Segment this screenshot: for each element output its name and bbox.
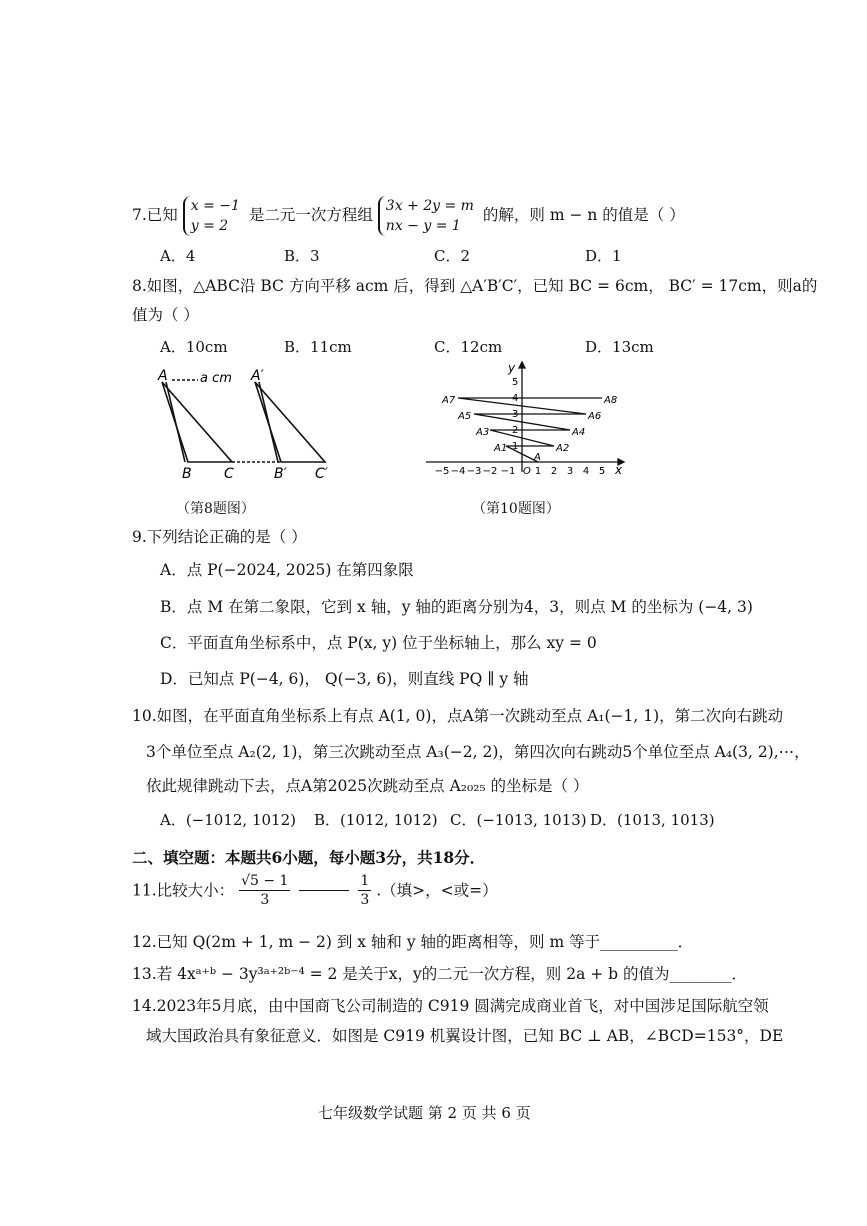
origin-label: O (523, 466, 531, 477)
label-a-prime: A′ (251, 368, 264, 384)
q8-option-d: D．13cm (585, 338, 654, 356)
label-c-prime: C′ (315, 466, 328, 482)
q7-sys1-line2: y = 2 (190, 218, 229, 234)
triangle-a2b2c2 (255, 382, 325, 462)
q10-option-d: D．(1013, 1013) (590, 811, 715, 829)
point-a4: A4 (572, 427, 586, 438)
q7-sys2-line1: 3x + 2y = m (385, 198, 474, 214)
q9-option-b: B．点 M 在第二象限，它到 x 轴，y 轴的距离分别为4，3，则点 M 的坐标为 (−4, 3) (160, 598, 753, 616)
q9-option-c: C．平面直角坐标系中，点 P(x, y) 位于坐标轴上，那么 xy = 0 (160, 634, 597, 652)
y-tick: 5 (512, 377, 519, 388)
q11-blank (299, 890, 349, 891)
question-11 (132, 872, 498, 909)
q9-option-d: D．已知点 P(−4, 6)， Q(−3, 6)，则直线 PQ ∥ y 轴 (160, 670, 529, 688)
q7-option-b: B．3 (284, 247, 320, 265)
page-footer: 七年级数学试题 第 2 页 共 6 页 (318, 1104, 531, 1122)
figure-10 (420, 360, 630, 478)
x-tick: 1 (534, 466, 542, 477)
q9-option-a: A．点 P(−2024, 2025) 在第四象限 (160, 561, 414, 579)
point-a3: A3 (476, 427, 490, 438)
q10-option-c: C．(−1013, 1013) (450, 811, 587, 829)
point-a: A (534, 452, 541, 463)
label-c: C (224, 466, 234, 482)
point-a6: A6 (588, 411, 602, 422)
figure-10-caption: （第10题图） (472, 501, 560, 517)
q14-line2: 域大国政治具有象征意义．如图是 C919 机翼设计图，已知 BC ⊥ AB，∠BCD=153°，DE (146, 1027, 784, 1045)
y-tick: 2 (512, 425, 519, 436)
axis-x-label: x (615, 463, 623, 477)
label-a-cm: a cm (200, 371, 232, 386)
figure-8-caption: （第8题图） (176, 501, 255, 517)
q7-suffix: 的解，则 m − n 的值是（ ） (482, 206, 685, 224)
q11-frac1-den: 3 (260, 892, 270, 908)
point-a1: A1 (494, 443, 508, 454)
x-tick: −1 (500, 466, 516, 477)
point-a7: A7 (442, 395, 456, 406)
q10-line2: 3个单位至点 A₂(2, 1)，第三次跳动至点 A₃(−2, 2)，第四次向右跳动5个单位至点 A₄(3, 2),⋯， (146, 743, 810, 761)
q7-option-c: C．2 (434, 247, 471, 265)
point-a2: A2 (556, 443, 570, 454)
q8-option-a: A．10cm (160, 338, 228, 356)
x-tick: 4 (582, 466, 590, 477)
q8-line1: 8.如图，△ABC沿 BC 方向平移 acm 后，得到 △A′B′C′，已知 BC = 6cm， BC′ = 17cm，则a的 (132, 277, 818, 295)
x-tick: −2 (482, 466, 498, 477)
x-tick: 2 (550, 466, 558, 477)
q11-prefix: 11.比较大小： (132, 881, 235, 900)
q7-equation-system (378, 196, 478, 236)
x-tick: 3 (566, 466, 574, 477)
q10-option-b: B．(1012, 1012) (314, 811, 438, 829)
figure-8 (150, 362, 350, 482)
q11-frac1-num: √5 − 1 (241, 873, 289, 889)
triangle-abc (162, 382, 232, 462)
label-a: A (158, 368, 168, 384)
q7-solution-system (183, 196, 244, 236)
q7-sys1-line1: x = −1 (190, 198, 240, 214)
label-b-prime: B′ (274, 466, 287, 482)
question-13: 13.若 4xᵃ⁺ᵇ − 3y³ᵃ⁺²ᵇ⁻⁴ = 2 是关于x，y的二元一次方程，则 2a + b 的值为________． (132, 965, 748, 983)
point-a5: A5 (458, 411, 472, 422)
q7-mid: 是二元一次方程组 (248, 206, 373, 224)
q8-option-c: C．12cm (434, 338, 503, 356)
q14-line1: 14.2023年5月底，由中国商飞公司制造的 C919 圆满完成商业首飞，对中国涉足国际航空领 (132, 997, 769, 1015)
q8-line2: 值为（ ） (132, 306, 199, 324)
q7-option-a: A．4 (160, 247, 196, 265)
q7-sys2-line2: nx − y = 1 (385, 218, 461, 234)
q11-frac2-num: 1 (360, 873, 370, 889)
x-tick: −4 (450, 466, 466, 477)
y-tick: 4 (512, 393, 519, 404)
section-2-heading: 二、填空题：本题共6小题，每小题3分，共18分． (132, 848, 486, 867)
q11-fraction-1 (239, 872, 290, 909)
q7-prefix: 7.已知 (132, 206, 178, 224)
label-b: B (182, 466, 192, 482)
q11-suffix: .（填>，<或=） (376, 881, 498, 900)
x-tick: −5 (434, 466, 450, 477)
q11-fraction-2 (358, 872, 371, 909)
x-tick: −3 (466, 466, 482, 477)
point-a8: A8 (604, 395, 618, 406)
q11-frac2-den: 3 (360, 892, 370, 908)
x-tick: 5 (598, 466, 606, 477)
q9-stem: 9.下列结论正确的是（ ） (132, 528, 307, 546)
q10-line3: 依此规律跳动下去，点A第2025次跳动至点 A₂₀₂₅ 的坐标是（ ） (146, 777, 589, 795)
q10-option-a: A．(−1012, 1012) (160, 811, 296, 829)
q7-option-d: D．1 (585, 247, 622, 265)
y-tick: 3 (512, 409, 519, 420)
question-7 (132, 196, 685, 236)
q8-option-b: B．11cm (284, 338, 352, 356)
y-tick: 1 (512, 441, 519, 452)
q10-line1: 10.如图，在平面直角坐标系上有点 A(1, 0)，点A第一次跳动至点 A₁(−1, 1)，第二次向右跳动 (132, 707, 784, 725)
question-12: 12.已知 Q(2m + 1, m − 2) 到 x 轴和 y 轴的距离相等，则 m 等于__________． (132, 933, 694, 951)
axis-y-label: y (508, 361, 516, 375)
